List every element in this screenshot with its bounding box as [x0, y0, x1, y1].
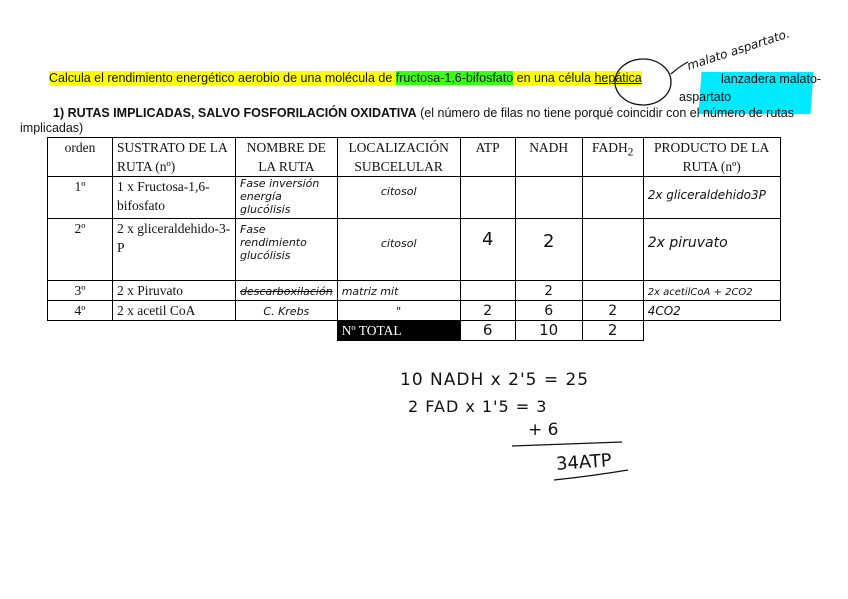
header-atp: ATP [460, 138, 515, 177]
header-fadh2: $FADH_2$ [582, 138, 643, 177]
header-sustrato: SUSTRATO DE LA RUTA (nº) [113, 138, 236, 177]
section-bold: 1) RUTAS IMPLICADAS, SALVO FOSFORILACIÓN OXIDATIVA [53, 106, 417, 120]
cell-sustrato: 2 x gliceraldehido-3-P [113, 219, 236, 281]
total-fadh [582, 321, 643, 341]
table-row [48, 219, 781, 281]
section-subtitle [53, 106, 794, 120]
hw-atp: 4 [481, 229, 494, 250]
cell-loc [337, 281, 460, 301]
cell-atp [460, 219, 515, 281]
cell-fadh [582, 177, 643, 219]
hw-loc: citosol [380, 237, 417, 250]
hw-nombre: C. Krebs [263, 305, 310, 318]
hw-nadh: 2 [544, 284, 553, 299]
cell-sustrato: 1 x Fructosa-1,6-bifosfato [113, 177, 236, 219]
result-underline [552, 468, 632, 484]
header-localizacion: LOCALIZACIÓN SUBCELULAR [337, 138, 460, 177]
hw-total-nadh: 10 [539, 321, 559, 339]
title-text: Calcula el rendimiento energético aerobio de una molécula de [49, 71, 396, 85]
hw-fadh: 2 [608, 303, 618, 319]
hw-total-fadh: 2 [607, 321, 618, 339]
table-header-row [48, 138, 781, 177]
calc-line-3: + 6 [528, 420, 559, 440]
cell-atp [460, 281, 515, 301]
hw-loc: " [396, 305, 402, 318]
section-rest-2: implicadas) [20, 121, 84, 135]
hw-atp: 2 [483, 303, 493, 319]
total-label: Nº TOTAL [337, 321, 460, 341]
cell-nombre [236, 219, 338, 281]
table-row [48, 281, 781, 301]
cell-nadh [515, 219, 582, 281]
cell-fadh [582, 281, 643, 301]
cell-fadh [582, 219, 643, 281]
hw-producto: 4CO2 [647, 304, 681, 318]
table-row [48, 177, 781, 219]
cell-loc [337, 219, 460, 281]
calc-line-2: 2 FAD x 1'5 = 3 [408, 397, 548, 416]
cell-nadh [515, 281, 582, 301]
hw-nombre: Fase inversión energía glucólisis [240, 177, 320, 216]
table-row [48, 301, 781, 321]
hw-nadh: 6 [544, 303, 554, 319]
total-row [48, 321, 781, 341]
hw-nombre: descarboxilación [240, 285, 333, 298]
cell-orden: 4º [48, 301, 113, 321]
section-rest: (el número de filas no tiene porqué coincidir con el número de rutas [416, 106, 794, 120]
cell-producto [643, 281, 780, 301]
routes-table [47, 137, 781, 341]
cell-nombre [236, 177, 338, 219]
lanzadera-text-1: lanzadera malato- [721, 72, 822, 86]
header-nombre: NOMBRE DE LA RUTA [236, 138, 338, 177]
cell-producto [643, 219, 780, 281]
lanzadera-text-2: aspartato [679, 90, 732, 104]
note-text: malato aspartato. [685, 26, 792, 73]
header-nadh: NADH [515, 138, 582, 177]
cell-nombre [236, 301, 338, 321]
header-orden: orden [48, 138, 113, 177]
cell-orden: 1º [48, 177, 113, 219]
header-producto: PRODUCTO DE LA RUTA (nº) [643, 138, 780, 177]
cell-loc [337, 301, 460, 321]
total-nadh [515, 321, 582, 341]
fadh-label: FADH [591, 140, 628, 155]
hw-loc: matriz mit [341, 285, 399, 298]
hw-total-atp: 6 [482, 321, 493, 339]
hw-loc: citosol [380, 185, 417, 198]
calc-line-1: 10 NADH x 2'5 = 25 [400, 370, 590, 390]
cell-nadh [515, 301, 582, 321]
cell-orden: 3º [48, 281, 113, 301]
cell-nadh [515, 177, 582, 219]
cell-atp [460, 301, 515, 321]
cell-loc [337, 177, 460, 219]
hw-producto: 2x acetilCoA + 2CO2 [647, 287, 753, 298]
cell-producto [643, 177, 780, 219]
cell-fadh [582, 301, 643, 321]
cell-producto [643, 301, 780, 321]
hw-producto: 2x piruvato [647, 235, 728, 251]
title-hepatica: hepática [594, 71, 642, 85]
hw-nombre: Fase rendimiento glucólisis [240, 223, 307, 262]
exercise-title [49, 71, 642, 85]
cell-atp [460, 177, 515, 219]
calc-result: 34ATP [555, 450, 613, 475]
cell-sustrato: 2 x acetil CoA [113, 301, 236, 321]
cell-sustrato: 2 x Piruvato [113, 281, 236, 301]
cell-nombre [236, 281, 338, 301]
cell-orden: 2º [48, 219, 113, 281]
hw-producto: 2x gliceraldehido3P [647, 188, 766, 202]
calc-underline [510, 438, 630, 450]
hw-nadh: 2 [542, 231, 555, 252]
title-mid: en una célula [513, 71, 595, 85]
title-highlight-green: fructosa-1,6-bifosfato [395, 71, 514, 85]
total-atp [460, 321, 515, 341]
